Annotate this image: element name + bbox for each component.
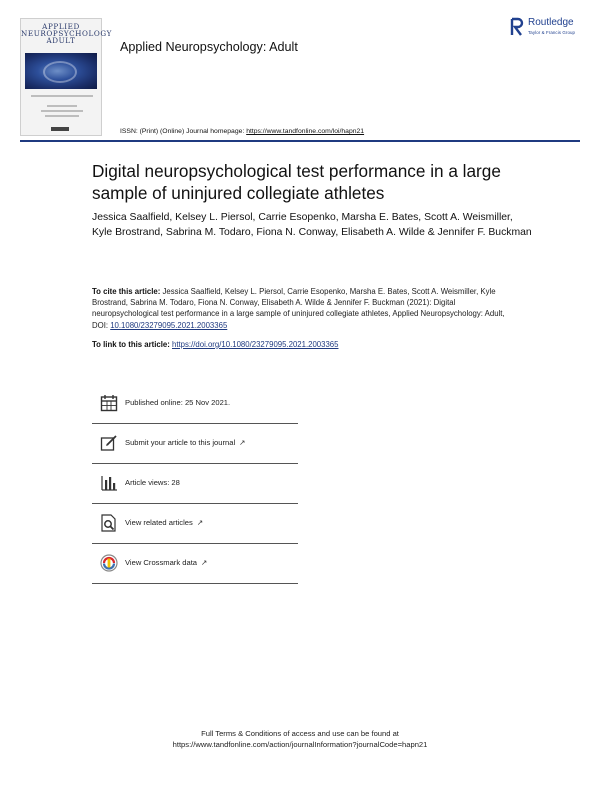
crossmark-label: View Crossmark data [125,558,198,567]
footer [0,728,600,750]
routledge-r-icon [510,17,524,37]
brand-name: Routledge [528,17,574,28]
submit-article-row[interactable] [92,424,298,464]
article-title: Digital neuropsychological test performance in a large sample of uninjured collegiate athletes [92,161,501,203]
cover-text-line [31,95,93,97]
external-link-icon: ↗ [201,558,208,567]
submit-article-label: Submit your article to this journal [125,438,236,447]
external-link-icon: ↗ [239,438,246,447]
edit-pencil-icon [100,434,118,452]
related-articles-link[interactable] [125,518,203,527]
journal-homepage-link[interactable]: https://www.tandfonline.com/loi/hapn21 [246,128,365,135]
crossmark-icon [100,554,118,572]
related-articles-label: View related articles [125,518,193,527]
journal-cover-image [20,18,112,136]
calendar-icon [100,394,118,412]
cover-text-line [47,105,77,107]
cover-title-line3: ADULT [46,36,76,45]
issn-line [120,128,364,135]
external-link-icon: ↗ [196,518,204,527]
cover-publisher-logo [51,127,69,131]
footer-terms-line: Full Terms & Conditions of access and use can be found at [201,729,399,738]
routledge-logo [510,17,590,43]
brand-subtitle: Taylor & Francis Group [528,30,576,35]
crossmark-link[interactable] [125,558,207,567]
published-date: Published online: 25 Nov 2021. [125,398,231,407]
cover-brain-image [25,53,97,89]
cover-title-line1: APPLIED [42,22,80,31]
article-views: Article views: 28 [125,478,180,487]
doi-link[interactable]: 10.1080/23279095.2021.2003365 [110,320,228,330]
citation-text: Jessica Saalfield, Kelsey L. Piersol, Carrie Esopenko, Marsha E. Bates, Scott A. Weismiller, Kyle Brostrand, Sabrina M. Todaro, Fiona N. Conway, Elisabeth A. Wilde & Jennifer F. Buckman (2021): Digital neuropsychological test performance in a large sample of uninjured collegiate athletes, Applied Neuropsychology: Adult, DOI: [92,287,505,330]
header-divider [20,140,580,142]
journal-name: Applied Neuropsychology: Adult [120,40,298,54]
submit-article-link[interactable] [125,438,246,447]
article-views-row [92,464,298,504]
footer-terms-url[interactable]: https://www.tandfonline.com/action/journalInformation?journalCode=hapn21 [172,740,428,749]
issn-label: ISSN: (Print) (Online) Journal homepage: [120,128,247,135]
cover-text-line [41,110,83,112]
cover-title [21,22,112,45]
row-divider [92,583,298,584]
citation-block [92,286,522,331]
cover-title-line2: NEUROPSYCHOLOGY [21,29,112,38]
link-label: To link to this article: [92,340,172,349]
article-link-line [92,340,522,349]
published-online-row [92,384,298,424]
article-authors: Jessica Saalfield, Kelsey L. Piersol, Carrie Esopenko, Marsha E. Bates, Scott A. Weismiller, Kyle Brostrand, Sabrina M. Todaro, Fiona N. Conway, Elisabeth A. Wilde & Jennifer F. Buckman [92,212,532,238]
bar-chart-icon [100,474,118,492]
cover-text-line [45,115,79,117]
article-doi-url[interactable]: https://doi.org/10.1080/23279095.2021.2003365 [172,340,339,349]
crossmark-row[interactable] [92,544,298,584]
citation-label: To cite this article: [92,287,161,296]
document-search-icon [100,514,118,532]
related-articles-row[interactable] [92,504,298,544]
